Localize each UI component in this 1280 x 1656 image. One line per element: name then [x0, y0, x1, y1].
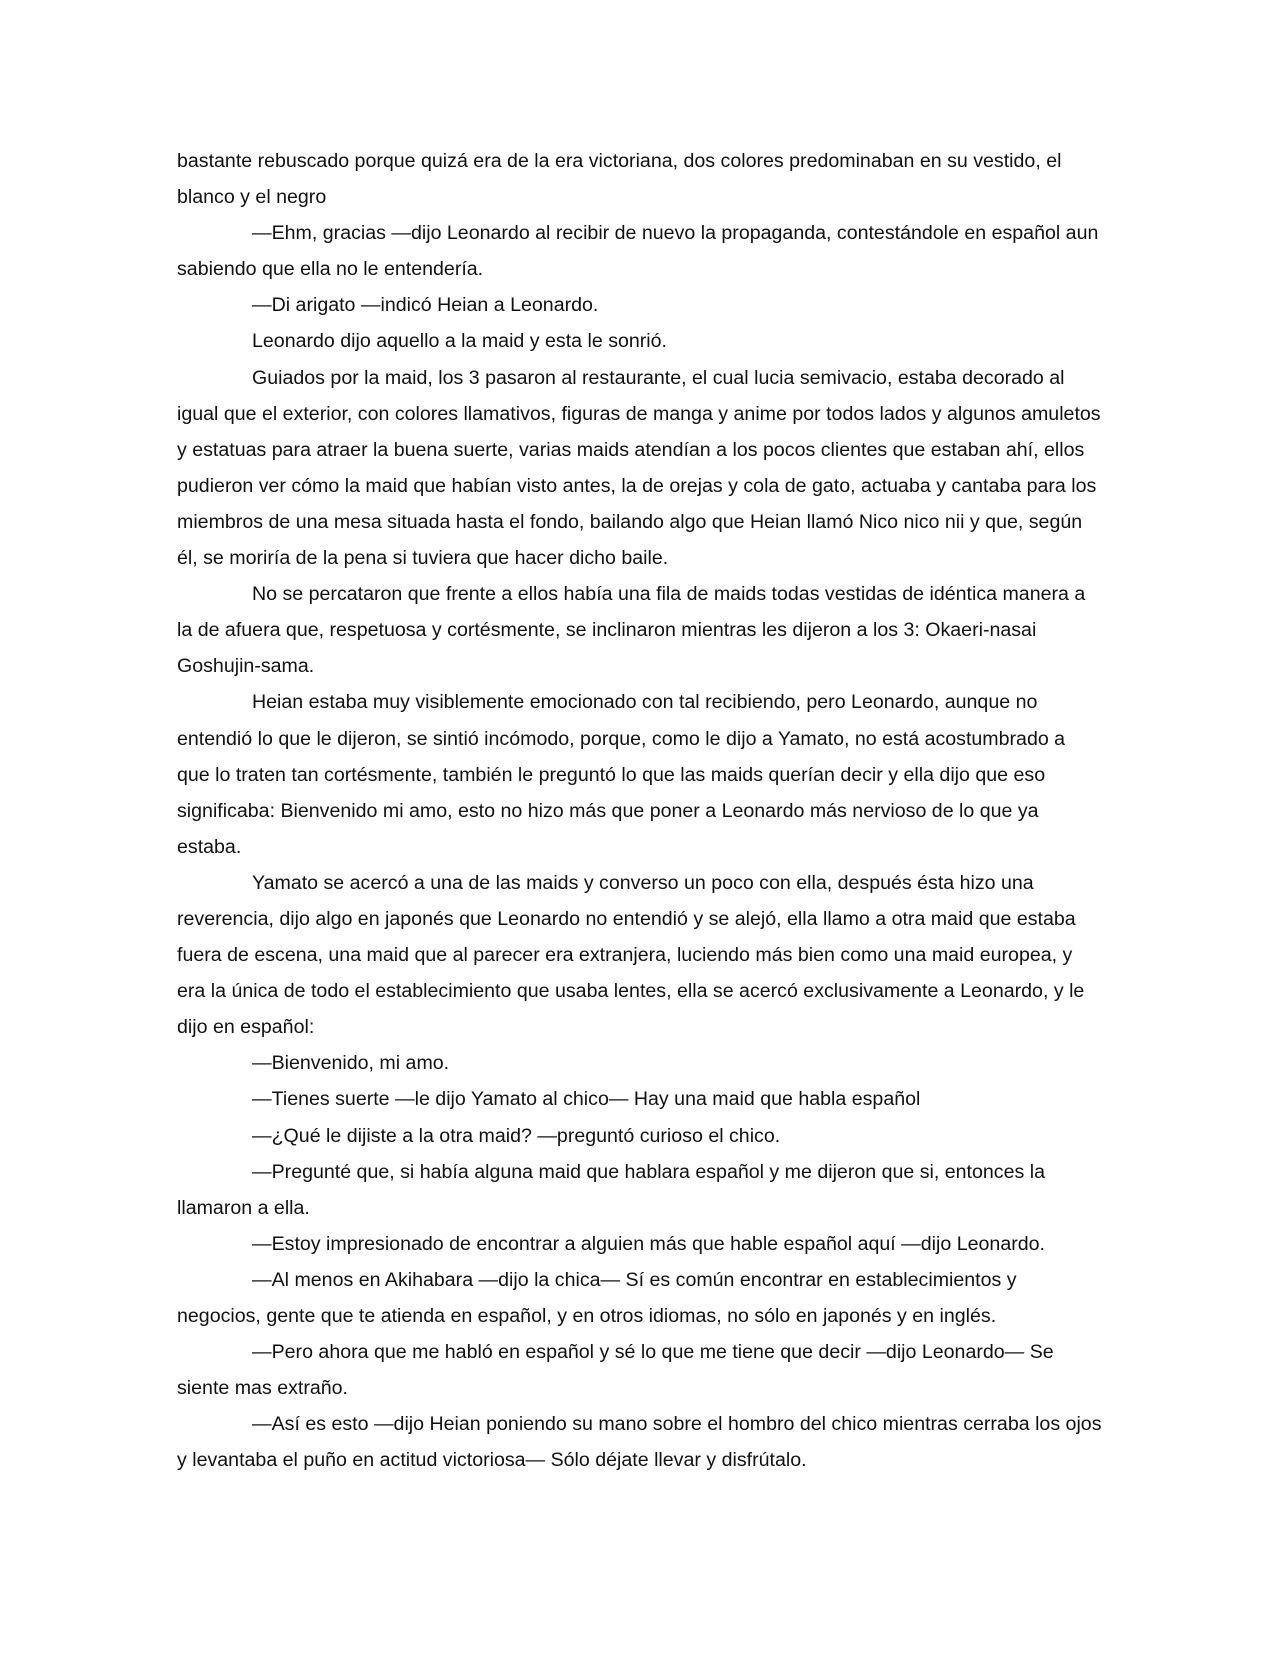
- paragraph: Guiados por la maid, los 3 pasaron al restaurante, el cual lucia semivacio, estaba decorado al igual que el exterior, con colores llamativos, figuras de manga y anime por todos lados y algunos amuletos y estatuas para atraer la buena suerte, varias maids atendían a los pocos clientes que estaban ahí, ellos pudieron ver cómo la maid que habían visto antes, la de orejas y cola de gato, actuaba y cantaba para los miembros de una mesa situada hasta el fondo, bailando algo que Heian llamó Nico nico nii y que, según él, se moriría de la pena si tuviera que hacer dicho baile.: [177, 366, 1101, 570]
- paragraph: —¿Qué le dijiste a la otra maid? —preguntó curioso el chico.: [252, 1124, 781, 1147]
- paragraph: No se percataron que frente a ellos había una fila de maids todas vestidas de idéntica manera a la de afuera que, respetuosa y cortésmente, se inclinaron mientras les dijeron a los 3: Okaeri-nasai Goshujin-sama.: [177, 583, 1086, 678]
- paragraph: —Pero ahora que me habló en español y sé lo que me tiene que decir —dijo Leonardo— Se siente mas extraño.: [177, 1341, 1054, 1400]
- paragraph: —Estoy impresionado de encontrar a alguien más que hable español aquí —dijo Leonardo.: [252, 1232, 1045, 1255]
- paragraph: bastante rebuscado porque quizá era de la era victoriana, dos colores predominaban en su vestido, el blanco y el negro: [177, 150, 1062, 209]
- paragraph: —Así es esto —dijo Heian poniendo su mano sobre el hombro del chico mientras cerraba los ojos y levantaba el puño en actitud victoriosa— Sólo déjate llevar y disfrútalo.: [177, 1413, 1102, 1472]
- paragraph: Yamato se acercó a una de las maids y converso un poco con ella, después ésta hizo una reverencia, dijo algo en japonés que Leonardo no entendió y se alejó, ella llamo a otra maid que estaba fuera de escena, una maid que al parecer era extranjera, luciendo más bien como una maid europea, y era la única de todo el establecimiento que usaba lentes, ella se acercó exclusivamente a Leonardo, y le dijo en español:: [177, 871, 1085, 1039]
- paragraph: Leonardo dijo aquello a la maid y esta le sonrió.: [252, 330, 667, 353]
- paragraph: Heian estaba muy visiblemente emocionado con tal recibiendo, pero Leonardo, aunque no entendió lo que le dijeron, se sintió incómodo, porque, como le dijo a Yamato, no está acostumbrado a que lo traten tan cortésmente, también le preguntó lo que las maids querían decir y ella dijo que eso significaba: Bienvenido mi amo, esto no hizo más que poner a Leonardo más nervioso de lo que ya estaba.: [177, 691, 1066, 858]
- paragraph: —Ehm, gracias —dijo Leonardo al recibir de nuevo la propaganda, contestándole en español aun sabiendo que ella no le entendería.: [177, 222, 1099, 281]
- paragraph: —Pregunté que, si había alguna maid que hablara español y me dijeron que si, entonces la llamaron a ella.: [177, 1160, 1045, 1219]
- paragraph: —Di arigato —indicó Heian a Leonardo.: [252, 294, 599, 317]
- paragraph: —Tienes suerte —le dijo Yamato al chico— Hay una maid que habla español: [252, 1088, 921, 1111]
- paragraph: —Bienvenido, mi amo.: [252, 1052, 450, 1075]
- body-text: [177, 143, 1102, 1478]
- paragraph: —Al menos en Akihabara —dijo la chica— Sí es común encontrar en establecimientos y negocios, gente que te atienda en español, y en otros idiomas, no sólo en japonés y en inglés.: [177, 1268, 1017, 1327]
